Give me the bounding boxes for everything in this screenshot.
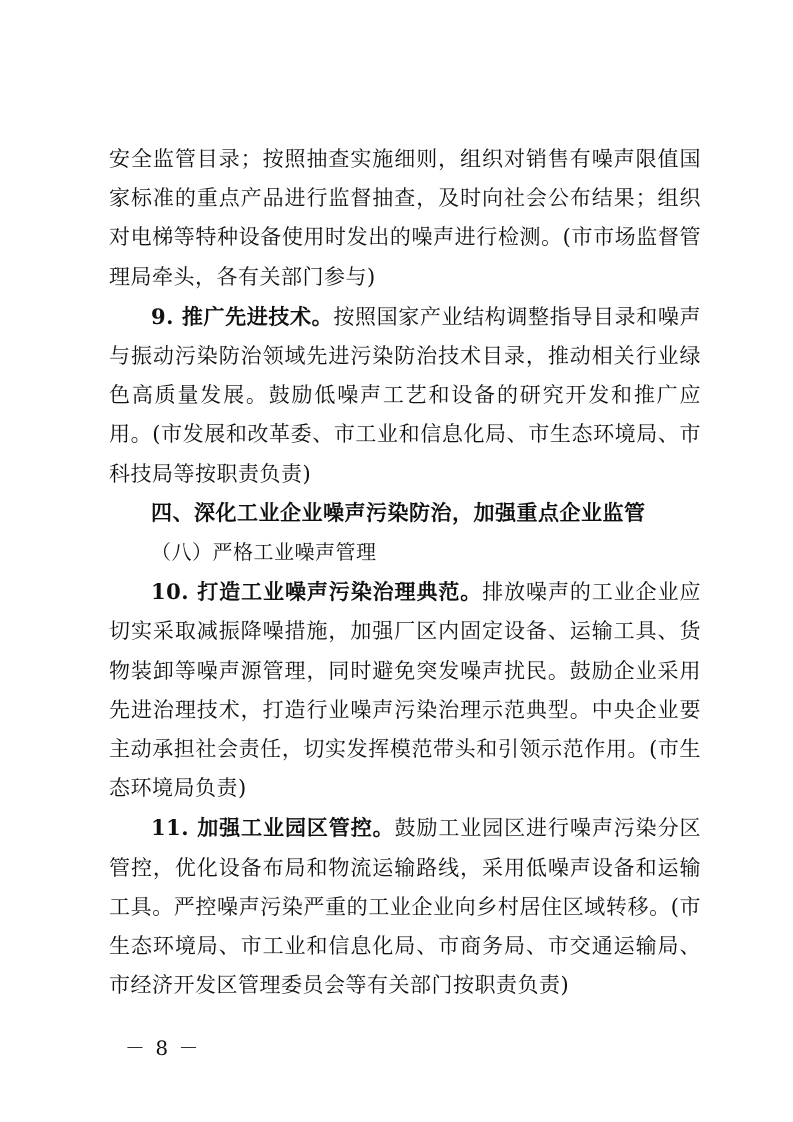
paragraph-item-9 [109, 297, 701, 494]
item-11-title: 11. 加强工业园区管控。 [151, 815, 395, 841]
page-number: － 8 － [125, 1036, 201, 1060]
document-body [109, 140, 701, 1005]
item-10-body: 排放噪声的工业企业应切实采取减振降噪措施，加强厂区内固定设备、运输工具、货物装卸等噪声源管理，同时避免突发噪声扰民。鼓励企业采用先进治理技术，打造行业噪声污染治理示范典型。中央企业要主动承担社会责任，切实发挥模范带头和引领示范作用。(市生态环境局负责) [109, 580, 701, 801]
paragraph-body: 安全监管目录；按照抽查实施细则，组织对销售有噪声限值国家标准的重点产品进行监督抽查，及时向社会公布结果；组织对电梯等特种设备使用时发出的噪声进行检测。(市市场监督管理局牵头，各有关部门参与) [109, 147, 701, 289]
paragraph-item-10 [109, 572, 701, 808]
subsection-heading: （八）严格工业噪声管理 [151, 540, 377, 565]
item-9-title: 9. 推广先进技术。 [151, 303, 334, 329]
paragraph-continuation [109, 140, 701, 297]
item-9-body: 按照国家产业结构调整指导目录和噪声与振动污染防治领域先进污染防治技术目录，推动相关行业绿色高质量发展。鼓励低噪声工艺和设备的研究开发和推广应用。(市发展和改革委、市工业和信息化局、市生态环境局、市科技局等按职责负责) [109, 304, 702, 486]
section-heading: 四、深化工业企业噪声污染防治，加强重点企业监管 [151, 500, 646, 525]
paragraph-item-11 [109, 808, 701, 1005]
item-11-body: 鼓励工业园区进行噪声污染分区管控，优化设备布局和物流运输路线，采用低噪声设备和运输工具。严控噪声污染严重的工业企业向乡村居住区域转移。(市生态环境局、市工业和信息化局、市商务局、市交通运输局、市经济开发区管理委员会等有关部门按职责负责) [109, 816, 701, 998]
item-10-title: 10. 打造工业噪声污染治理典范。 [151, 579, 483, 605]
